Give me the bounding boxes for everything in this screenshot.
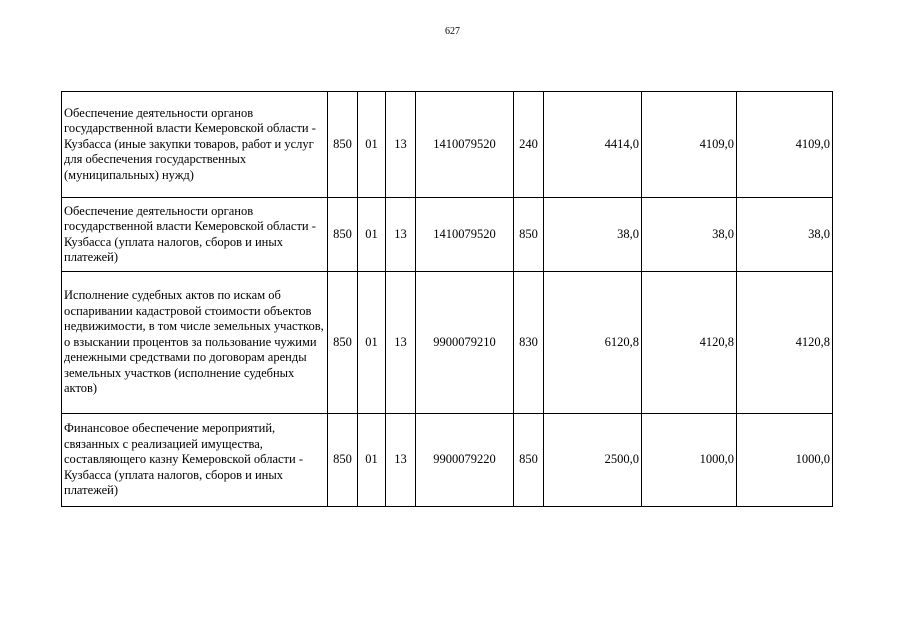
table-row [62,414,833,507]
cell-description: Исполнение судебных актов по искам об оспаривании кадастровой стоимости объектов недвижимости, в том числе земельных участков, о взыскании процентов за пользование чужими денежными средствами по договорам аренды земельных участков (исполнение судебных актов) [62,272,328,414]
cell-amount-1: 4414,0 [544,92,642,198]
cell-amount-2: 1000,0 [642,414,737,507]
cell-description: Обеспечение деятельности органов государственной власти Кемеровской области - Кузбасса (уплата налогов, сборов и иных платежей) [62,198,328,272]
cell-amount-1: 6120,8 [544,272,642,414]
cell-subsection: 13 [386,198,416,272]
cell-target: 9900079220 [416,414,514,507]
cell-amount-3: 38,0 [737,198,833,272]
cell-amount-3: 4120,8 [737,272,833,414]
cell-ministry: 850 [328,414,358,507]
cell-expense-type: 830 [514,272,544,414]
table-row [62,272,833,414]
cell-ministry: 850 [328,92,358,198]
cell-subsection: 13 [386,272,416,414]
cell-expense-type: 240 [514,92,544,198]
cell-target: 9900079210 [416,272,514,414]
cell-amount-2: 4120,8 [642,272,737,414]
cell-section: 01 [358,414,386,507]
cell-description: Финансовое обеспечение мероприятий, связанных с реализацией имущества, составляющего казну Кемеровской области - Кузбасса (уплата налогов, сборов и иных платежей) [62,414,328,507]
cell-description: Обеспечение деятельности органов государственной власти Кемеровской области - Кузбасса (иные закупки товаров, работ и услуг для обеспечения государственных (муниципальных) нужд) [62,92,328,198]
cell-subsection: 13 [386,414,416,507]
cell-amount-2: 4109,0 [642,92,737,198]
cell-ministry: 850 [328,272,358,414]
cell-amount-3: 4109,0 [737,92,833,198]
cell-target: 1410079520 [416,198,514,272]
cell-ministry: 850 [328,198,358,272]
budget-table [61,91,833,507]
table-row [62,198,833,272]
page-number: 627 [445,26,460,37]
cell-section: 01 [358,198,386,272]
cell-target: 1410079520 [416,92,514,198]
cell-expense-type: 850 [514,414,544,507]
cell-amount-1: 38,0 [544,198,642,272]
cell-expense-type: 850 [514,198,544,272]
cell-section: 01 [358,92,386,198]
cell-section: 01 [358,272,386,414]
cell-amount-1: 2500,0 [544,414,642,507]
cell-amount-2: 38,0 [642,198,737,272]
cell-amount-3: 1000,0 [737,414,833,507]
table-row [62,92,833,198]
cell-subsection: 13 [386,92,416,198]
